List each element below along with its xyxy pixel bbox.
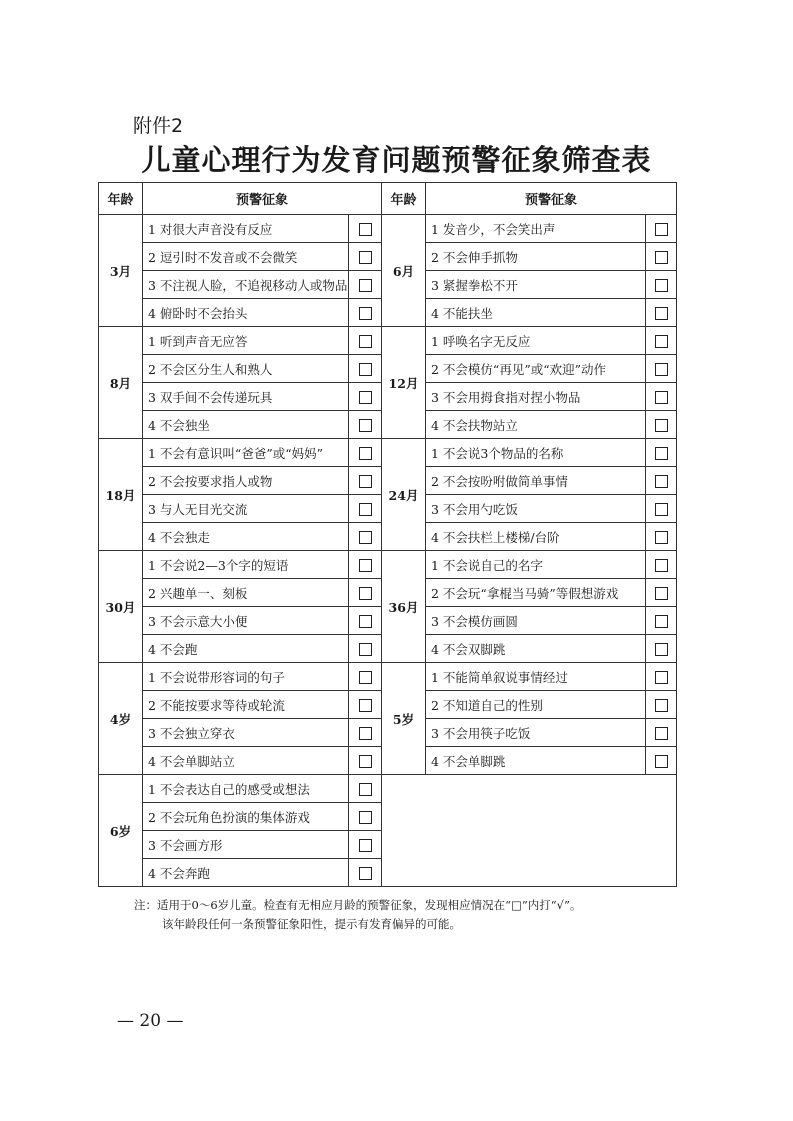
checkbox[interactable] xyxy=(655,419,668,432)
footnote-line: 注：适用于0～6岁儿童。检查有无相应月龄的预警征象，发现相应情况在“□”内打“√”。 xyxy=(134,898,582,912)
checkbox[interactable] xyxy=(655,503,668,516)
warning-sign-item: 4 不能扶坐 xyxy=(426,299,646,327)
warning-sign-item: 3 不会模仿画圆 xyxy=(426,607,646,635)
checkbox[interactable] xyxy=(359,447,372,460)
checkbox-cell xyxy=(646,467,677,495)
checkbox[interactable] xyxy=(359,615,372,628)
checkbox-cell xyxy=(646,663,677,691)
warning-sign-item: 2 不会玩角色扮演的集体游戏 xyxy=(143,803,349,831)
warning-sign-item: 2 不会玩“拿棍当马骑”等假想游戏 xyxy=(426,579,646,607)
checkbox-cell xyxy=(646,299,677,327)
checkbox[interactable] xyxy=(655,279,668,292)
warning-sign-item: 1 不会有意识叫“爸爸”或“妈妈” xyxy=(143,439,349,467)
checkbox-cell xyxy=(349,747,382,775)
checkbox[interactable] xyxy=(655,251,668,264)
checkbox-cell xyxy=(646,495,677,523)
checkbox-cell xyxy=(349,411,382,439)
warning-sign-item: 2 不知道自己的性别 xyxy=(426,691,646,719)
age-cell: 12月 xyxy=(382,327,426,439)
warning-sign-item: 3 不会用筷子吃饭 xyxy=(426,719,646,747)
age-cell: 5岁 xyxy=(382,663,426,775)
checkbox-cell xyxy=(646,271,677,299)
checkbox[interactable] xyxy=(359,279,372,292)
checkbox-cell xyxy=(349,467,382,495)
checkbox[interactable] xyxy=(655,475,668,488)
checkbox-cell xyxy=(349,327,382,355)
page-title: 儿童心理行为发育问题预警征象筛查表 xyxy=(141,143,652,177)
attachment-label: 附件2 xyxy=(133,115,184,137)
checkbox[interactable] xyxy=(359,531,372,544)
checkbox-cell xyxy=(646,635,677,663)
checkbox-cell xyxy=(646,439,677,467)
warning-sign-item: 4 不会扶物站立 xyxy=(426,411,646,439)
checkbox[interactable] xyxy=(655,363,668,376)
warning-sign-item: 4 不会奔跑 xyxy=(143,859,349,887)
checkbox-cell xyxy=(349,803,382,831)
checkbox-cell xyxy=(646,523,677,551)
checkbox-cell xyxy=(646,327,677,355)
checkbox[interactable] xyxy=(359,559,372,572)
checkbox-cell xyxy=(349,775,382,803)
checkbox[interactable] xyxy=(359,671,372,684)
checkbox[interactable] xyxy=(359,727,372,740)
checkbox-cell xyxy=(349,383,382,411)
warning-sign-item: 2 不会伸手抓物 xyxy=(426,243,646,271)
age-cell: 30月 xyxy=(99,551,143,663)
warning-sign-item: 4 不会独走 xyxy=(143,523,349,551)
warning-sign-item: 2 逗引时不发音或不会微笑 xyxy=(143,243,349,271)
checkbox[interactable] xyxy=(655,335,668,348)
warning-sign-item: 3 与人无目光交流 xyxy=(143,495,349,523)
warning-sign-item: 1 呼唤名字无反应 xyxy=(426,327,646,355)
warning-sign-item: 3 不会用拇食指对捏小物品 xyxy=(426,383,646,411)
checkbox[interactable] xyxy=(655,559,668,572)
checkbox[interactable] xyxy=(359,587,372,600)
checkbox-cell xyxy=(349,299,382,327)
checkbox[interactable] xyxy=(359,307,372,320)
warning-sign-item: 1 发音少，不会笑出声 xyxy=(426,215,646,243)
warning-sign-item: 3 不会独立穿衣 xyxy=(143,719,349,747)
warning-sign-item: 2 不会按吩咐做简单事情 xyxy=(426,467,646,495)
checkbox[interactable] xyxy=(359,811,372,824)
checkbox-cell xyxy=(349,579,382,607)
checkbox[interactable] xyxy=(655,307,668,320)
checkbox-cell xyxy=(349,439,382,467)
warning-sign-item: 3 不会示意大小便 xyxy=(143,607,349,635)
warning-sign-item: 1 不会说带形容词的句子 xyxy=(143,663,349,691)
checkbox-cell xyxy=(349,859,382,887)
warning-sign-item: 1 不会说自己的名字 xyxy=(426,551,646,579)
age-header: 年龄 xyxy=(382,183,426,215)
age-cell: 18月 xyxy=(99,439,143,551)
checkbox[interactable] xyxy=(359,867,372,880)
checkbox-cell xyxy=(646,215,677,243)
age-cell: 36月 xyxy=(382,551,426,663)
warning-sign-item: 4 不会扶栏上楼梯/台阶 xyxy=(426,523,646,551)
age-header: 年龄 xyxy=(99,183,143,215)
checkbox[interactable] xyxy=(655,391,668,404)
checkbox-cell xyxy=(646,579,677,607)
checkbox[interactable] xyxy=(359,419,372,432)
checkbox-cell xyxy=(349,243,382,271)
warning-sign-item: 4 不会跑 xyxy=(143,635,349,663)
warning-sign-item: 4 不会双脚跳 xyxy=(426,635,646,663)
checkbox[interactable] xyxy=(655,587,668,600)
checkbox-cell xyxy=(349,271,382,299)
checkbox-cell xyxy=(349,355,382,383)
warning-sign-item: 2 不会按要求指人或物 xyxy=(143,467,349,495)
checkbox-cell xyxy=(349,551,382,579)
checkbox[interactable] xyxy=(359,251,372,264)
warning-sign-item: 3 紧握拳松不开 xyxy=(426,271,646,299)
warning-sign-item: 2 不会区分生人和熟人 xyxy=(143,355,349,383)
checkbox[interactable] xyxy=(655,699,668,712)
checkbox[interactable] xyxy=(359,755,372,768)
checkbox-cell xyxy=(646,355,677,383)
signs-header: 预警征象 xyxy=(426,183,677,215)
empty-cell xyxy=(382,775,677,887)
checkbox[interactable] xyxy=(359,475,372,488)
warning-sign-item: 4 不会单脚跳 xyxy=(426,747,646,775)
warning-sign-item: 3 不会用勺吃饭 xyxy=(426,495,646,523)
table-row xyxy=(99,775,677,803)
warning-sign-item: 3 不注视人脸，不追视移动人或物品 xyxy=(143,271,349,299)
checkbox-cell xyxy=(349,607,382,635)
checkbox[interactable] xyxy=(359,223,372,236)
checkbox[interactable] xyxy=(359,699,372,712)
warning-sign-item: 2 兴趣单一、刻板 xyxy=(143,579,349,607)
checkbox[interactable] xyxy=(359,503,372,516)
checkbox-cell xyxy=(646,607,677,635)
checkbox-cell xyxy=(646,691,677,719)
checkbox[interactable] xyxy=(655,447,668,460)
footnote xyxy=(134,896,581,934)
checkbox-cell xyxy=(646,747,677,775)
signs-header: 预警征象 xyxy=(143,183,382,215)
checkbox[interactable] xyxy=(359,335,372,348)
checkbox[interactable] xyxy=(655,727,668,740)
checkbox[interactable] xyxy=(655,531,668,544)
checkbox[interactable] xyxy=(655,643,668,656)
warning-sign-item: 1 听到声音无应答 xyxy=(143,327,349,355)
footnote-line: 该年龄段任何一条预警征象阳性，提示有发育偏异的可能。 xyxy=(162,917,461,931)
age-cell: 8月 xyxy=(99,327,143,439)
table-row xyxy=(99,551,677,579)
checkbox-cell xyxy=(349,635,382,663)
checkbox[interactable] xyxy=(359,391,372,404)
warning-sign-item: 3 双手间不会传递玩具 xyxy=(143,383,349,411)
age-cell: 24月 xyxy=(382,439,426,551)
checkbox-cell xyxy=(646,551,677,579)
warning-sign-item: 1 不会说2—3个字的短语 xyxy=(143,551,349,579)
warning-sign-item: 4 不会独坐 xyxy=(143,411,349,439)
age-cell: 6月 xyxy=(382,215,426,327)
table-row xyxy=(99,215,677,243)
table-row xyxy=(99,327,677,355)
checkbox-cell xyxy=(646,243,677,271)
checkbox-cell xyxy=(349,691,382,719)
table-row xyxy=(99,439,677,467)
checkbox[interactable] xyxy=(359,783,372,796)
warning-sign-item: 1 不能简单叙说事情经过 xyxy=(426,663,646,691)
checkbox-cell xyxy=(646,411,677,439)
checkbox-cell xyxy=(349,523,382,551)
checkbox[interactable] xyxy=(359,839,372,852)
warning-sign-item: 1 对很大声音没有反应 xyxy=(143,215,349,243)
warning-sign-item: 1 不会表达自己的感受或想法 xyxy=(143,775,349,803)
checkbox[interactable] xyxy=(359,643,372,656)
checkbox-cell xyxy=(349,831,382,859)
checkbox-cell xyxy=(349,215,382,243)
checkbox-cell xyxy=(349,495,382,523)
warning-sign-item: 2 不会模仿“再见”或“欢迎”动作 xyxy=(426,355,646,383)
age-cell: 6岁 xyxy=(99,775,143,887)
checkbox[interactable] xyxy=(655,671,668,684)
checkbox[interactable] xyxy=(655,223,668,236)
checkbox-cell xyxy=(349,719,382,747)
screening-table xyxy=(98,182,677,887)
table-row xyxy=(99,663,677,691)
page-number: — 20 — xyxy=(117,1011,184,1031)
checkbox[interactable] xyxy=(655,755,668,768)
table-header-row xyxy=(99,183,677,215)
checkbox-cell xyxy=(646,719,677,747)
checkbox[interactable] xyxy=(359,363,372,376)
warning-sign-item: 4 俯卧时不会抬头 xyxy=(143,299,349,327)
warning-sign-item: 1 不会说3个物品的名称 xyxy=(426,439,646,467)
checkbox[interactable] xyxy=(655,615,668,628)
warning-sign-item: 3 不会画方形 xyxy=(143,831,349,859)
checkbox-cell xyxy=(646,383,677,411)
checkbox-cell xyxy=(349,663,382,691)
age-cell: 3月 xyxy=(99,215,143,327)
warning-sign-item: 4 不会单脚站立 xyxy=(143,747,349,775)
warning-sign-item: 2 不能按要求等待或轮流 xyxy=(143,691,349,719)
age-cell: 4岁 xyxy=(99,663,143,775)
